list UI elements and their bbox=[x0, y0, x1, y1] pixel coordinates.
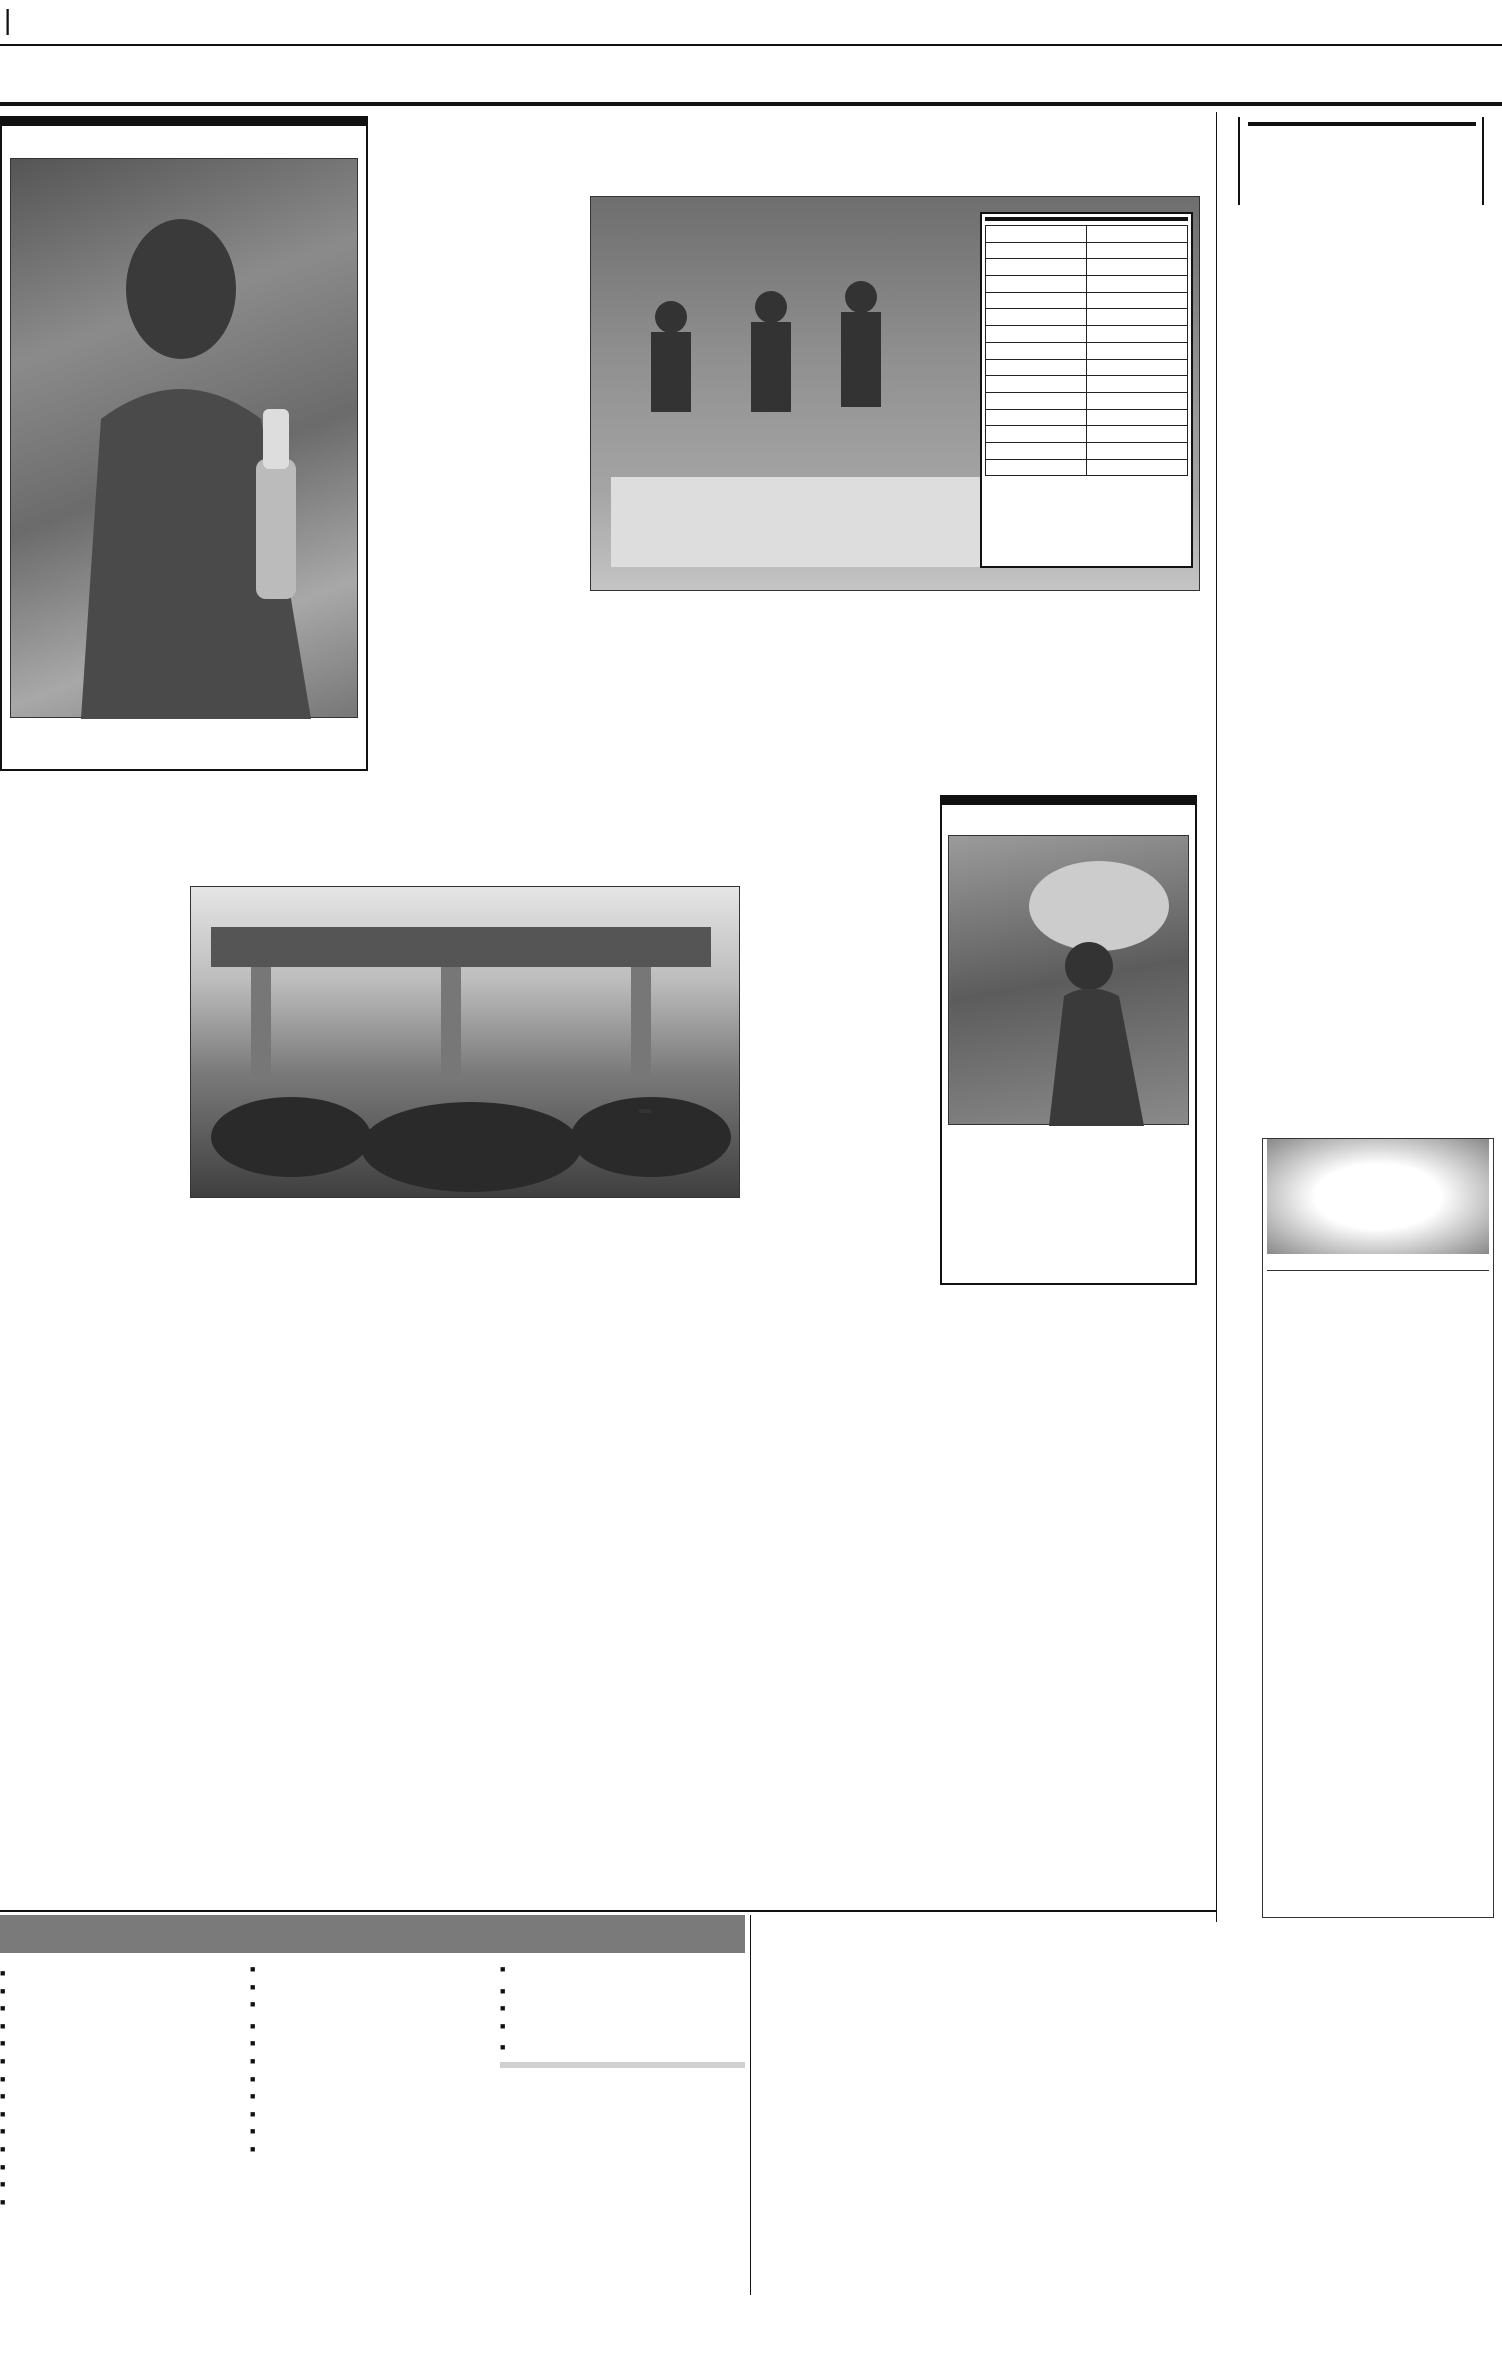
cyclone-alert bbox=[1267, 1270, 1489, 1275]
wassup-event bbox=[0, 2070, 240, 2088]
wassup-event bbox=[0, 1999, 240, 2017]
helpline-table bbox=[985, 225, 1188, 476]
cm-column-1 bbox=[762, 2018, 982, 2293]
wassup-event bbox=[250, 2122, 490, 2140]
wassup-event bbox=[250, 2070, 490, 2088]
section-rule bbox=[0, 1910, 1216, 1912]
panic-column-4 bbox=[563, 1234, 739, 1894]
potato-box bbox=[940, 795, 1197, 1285]
wassup-event bbox=[0, 2105, 240, 2123]
helpline-box bbox=[980, 212, 1193, 568]
district-name bbox=[986, 292, 1087, 309]
fire-sign bbox=[639, 1109, 651, 1113]
panic-column-3 bbox=[376, 1234, 550, 1894]
wassup-event bbox=[500, 1960, 745, 1978]
wassup-event bbox=[500, 1982, 745, 2000]
district-number bbox=[1087, 409, 1188, 426]
short-takes bbox=[1224, 112, 1498, 1112]
district-name bbox=[986, 376, 1087, 393]
wassup-event bbox=[0, 2034, 240, 2052]
helpline-row bbox=[986, 376, 1188, 393]
district-name bbox=[986, 442, 1087, 459]
wassup-event bbox=[250, 2017, 490, 2035]
district-name bbox=[986, 426, 1087, 443]
district-number bbox=[1087, 259, 1188, 276]
district-number bbox=[1087, 242, 1188, 259]
wassup-title bbox=[0, 1915, 745, 1953]
petrol-pump-photo bbox=[190, 886, 740, 1198]
helpline-row bbox=[986, 309, 1188, 326]
sidebar-divider bbox=[1216, 112, 1217, 1922]
movie-listing bbox=[1262, 1138, 1494, 1918]
district-number bbox=[1087, 459, 1188, 476]
wassup-note bbox=[500, 2062, 745, 2068]
helpline-row bbox=[986, 292, 1188, 309]
masthead-rule-2 bbox=[0, 102, 1502, 106]
wassup-event bbox=[0, 2017, 240, 2035]
district-number bbox=[1087, 442, 1188, 459]
wassup-event bbox=[500, 1999, 745, 2017]
wassup-event bbox=[0, 2158, 240, 2176]
district-name bbox=[986, 259, 1087, 276]
district-name bbox=[986, 242, 1087, 259]
wassup-event bbox=[0, 1982, 240, 2000]
short-takes-logo bbox=[1238, 117, 1484, 205]
panic-column-1 bbox=[2, 886, 176, 1896]
blackout-photo-block bbox=[0, 116, 368, 771]
wassup-event bbox=[250, 1978, 490, 1996]
cm-column-2 bbox=[990, 2018, 1205, 2293]
panic-column-5 bbox=[752, 886, 930, 1896]
petrol-pump-canopy-icon bbox=[191, 887, 740, 1198]
storm-column-4 bbox=[1004, 630, 1200, 770]
wassup-col-1 bbox=[0, 1960, 240, 2290]
wassup-event bbox=[250, 1960, 490, 1978]
helpline-row bbox=[986, 459, 1188, 476]
porter-figure-icon bbox=[949, 836, 1190, 1126]
wassup-event bbox=[500, 2038, 745, 2056]
district-name bbox=[986, 342, 1087, 359]
wassup-event bbox=[0, 2052, 240, 2070]
wassup-event bbox=[250, 2052, 490, 2070]
helpline-row bbox=[986, 342, 1188, 359]
helpline-row bbox=[986, 276, 1188, 293]
wassup-event bbox=[0, 1964, 240, 1982]
helpline-row bbox=[986, 259, 1188, 276]
district-number bbox=[1087, 376, 1188, 393]
wassup-event bbox=[250, 2140, 490, 2158]
district-number bbox=[1087, 309, 1188, 326]
district-number bbox=[1087, 276, 1188, 293]
district-number bbox=[1087, 292, 1188, 309]
district-name bbox=[986, 309, 1087, 326]
masthead: | bbox=[0, 0, 1502, 110]
storm-column-2 bbox=[590, 630, 785, 770]
storm-column-1 bbox=[383, 190, 578, 770]
movie-logo bbox=[1267, 1139, 1489, 1254]
panic-column-2 bbox=[190, 1234, 364, 1894]
potato-sack-photo bbox=[948, 835, 1189, 1125]
potato-title bbox=[942, 797, 1195, 805]
masthead-rule bbox=[0, 44, 1502, 46]
district-name bbox=[986, 459, 1087, 476]
helpline-header-district bbox=[986, 226, 1087, 243]
district-number bbox=[1087, 392, 1188, 409]
wassup-col-3 bbox=[500, 1960, 745, 2290]
wassup-event bbox=[250, 2105, 490, 2123]
wassup-event bbox=[0, 2140, 240, 2158]
district-name bbox=[986, 409, 1087, 426]
helpline-row bbox=[986, 326, 1188, 343]
helpline-header-number bbox=[1087, 226, 1188, 243]
district-name bbox=[986, 359, 1087, 376]
wassup-event bbox=[0, 2122, 240, 2140]
storm-column-3 bbox=[797, 630, 992, 770]
blackout-label bbox=[2, 118, 366, 126]
district-number bbox=[1087, 326, 1188, 343]
helpline-row bbox=[986, 426, 1188, 443]
district-number bbox=[1087, 426, 1188, 443]
helpline-row bbox=[986, 359, 1188, 376]
wassup-event bbox=[0, 2193, 240, 2211]
district-name bbox=[986, 276, 1087, 293]
wassup-event bbox=[0, 2175, 240, 2193]
wassup-event bbox=[250, 2087, 490, 2105]
lantern-woman-photo bbox=[10, 158, 358, 718]
wassup-event bbox=[500, 2017, 745, 2035]
helpline-title bbox=[985, 217, 1188, 221]
woman-figure-icon bbox=[11, 159, 359, 719]
helpline-row bbox=[986, 392, 1188, 409]
helpline-row bbox=[986, 409, 1188, 426]
district-name bbox=[986, 326, 1087, 343]
helpline-row bbox=[986, 242, 1188, 259]
wassup-event bbox=[250, 2034, 490, 2052]
helpline-row bbox=[986, 442, 1188, 459]
district-number bbox=[1087, 359, 1188, 376]
wassup-divider bbox=[750, 1915, 751, 2295]
short-logo-text bbox=[1248, 122, 1476, 126]
district-number bbox=[1087, 342, 1188, 359]
district-name bbox=[986, 392, 1087, 409]
wassup-event bbox=[0, 2087, 240, 2105]
wassup-col-2 bbox=[250, 1960, 490, 2290]
wassup-event bbox=[250, 1995, 490, 2013]
